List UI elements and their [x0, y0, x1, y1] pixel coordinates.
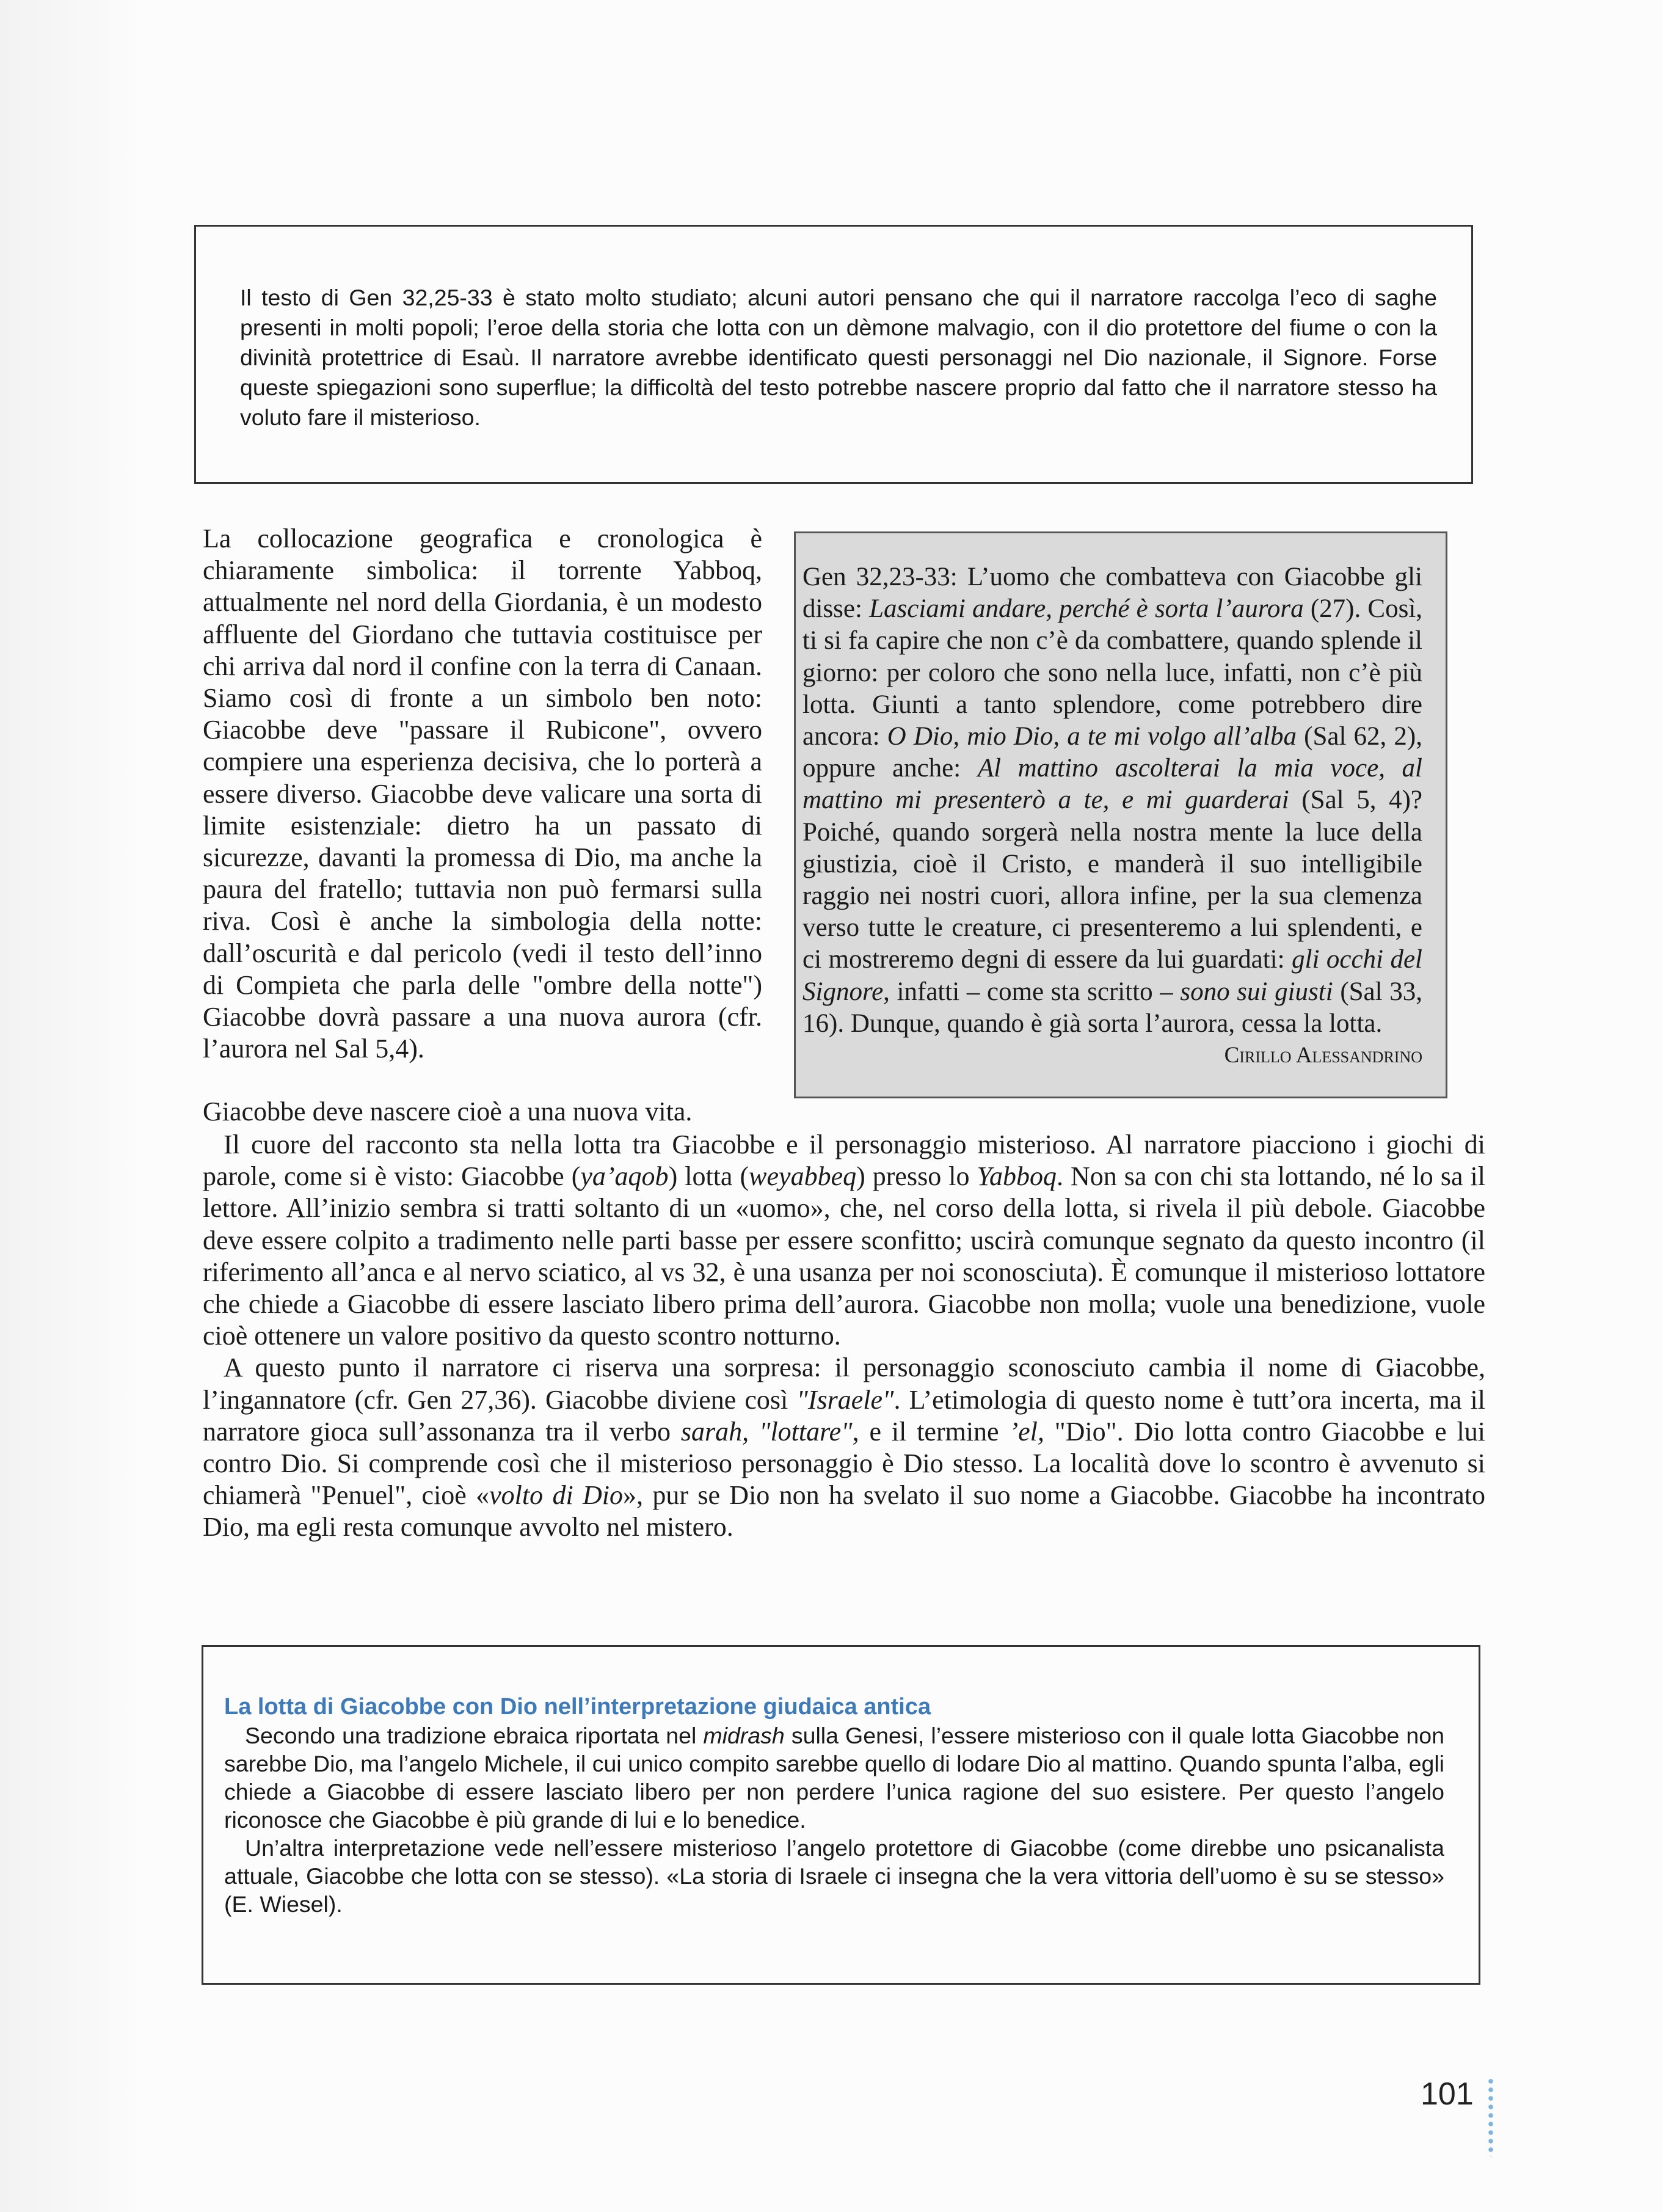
- quote-italic: Lasciami andare, perché è sorta l’aurora: [869, 594, 1304, 624]
- text-segment: sulla Genesi, l’essere misterioso con il quale lotta Giacobbe non sarebbe Dio, ma l’angelo Michele, il cui unico compito sarebbe quello di lodare Dio al mattino. Quando spunta l’alba, egli chiede a Giacobbe di essere lasciato libero per non perdere l’unica ragione del suo esistere. Per questo l’angelo riconosce che Giacobbe è più grande di lui e lo benedice.: [224, 1723, 1444, 1833]
- quote-italic: Al mattino ascolterai la mia voce, al mattino mi presenterò a te, e mi guarderai: [802, 754, 1422, 815]
- page-number: 101: [1421, 2076, 1474, 2112]
- quote-segment: , infatti – come sta scritto –: [883, 977, 1181, 1006]
- italic-term: "Israele": [796, 1384, 894, 1415]
- quote-segment: Gen 32,23-33: L’uomo che combatteva con Giacobbe gli disse:: [802, 563, 1422, 624]
- text-segment: ) presso lo: [856, 1161, 977, 1192]
- lead-line: Giacobbe deve nascere cioè a una nuova vita.: [203, 1097, 693, 1126]
- midrash-paragraph: [224, 1721, 1444, 1834]
- quote-segment: (Sal 5, 4)? Poiché, quando sorgerà nella nostra mente la luce della giustizia, cioè il Cristo, e manderà il suo intelligibile raggio nei nostri cuori, allora infine, per la sua clemenza verso tutte le creature, ci presenteremo a lui splendenti, e ci mostreremo degni di essere da lui guardati:: [802, 786, 1422, 974]
- left-column-text: La collocazione geografica e cronologica è chiaramente simbolica: il torrente Yabboq, attualmente nel nord della Giordania, è un modesto affluente del Giordano che tuttavia costituisce per chi arriva dal nord il confine con la terra di Canaan. Siamo così di fronte a un simbolo ben noto: Giacobbe deve "passare il Rubicone", ovvero compiere una esperienza decisiva, che lo porterà a essere diverso. Giacobbe deve valicare una sorta di limite esistenziale: dietro ha un passato di sicurezze, davanti la promessa di Dio, ma anche la paura del fratello; tuttavia non può fermarsi sulla riva. Così è anche la simbologia della notte: dall’oscurità e dal pericolo (vedi il testo dell’inno di Compieta che parla delle "ombre della notte") Giacobbe dovrà passare a una nuova aurora (cfr. l’aurora nel Sal 5,4).: [203, 524, 762, 1064]
- text-segment: ) lotta (: [668, 1161, 749, 1192]
- quote-text: [802, 561, 1422, 1040]
- paragraph: [203, 1129, 1485, 1352]
- italic-term: Yabboq: [977, 1161, 1057, 1192]
- quote-box: [794, 531, 1447, 1098]
- italic-term: volto di Dio: [489, 1480, 624, 1511]
- quote-segment: (27). Così, ti si fa capire che non c’è da combattere, quando splende il giorno: per coloro che sono nella luce, infatti, non c’è più lotta. Giunti a tanto splendore, come potrebbero dire ancora:: [802, 594, 1423, 751]
- quote-segment: (Sal 33, 16). Dunque, quando è già sorta l’aurora, cessa la lotta.: [802, 977, 1422, 1038]
- intro-box-text: Il testo di Gen 32,25-33 è stato molto studiato; alcuni autori pensano che qui il narratore raccolga l’eco di saghe presenti in molti popoli; l’eroe della storia che lotta con un dèmone malvagio, con il dio protettore del fiume o con la divinità protettrice di Esaù. Il narratore avrebbe identificato questi personaggi nel Dio nazionale, il Signore. Forse queste spiegazioni sono superflue; la difficoltà del testo potrebbe nascere proprio dal fatto che il narratore stesso ha voluto fare il misterioso.: [240, 285, 1437, 430]
- text-segment: », pur se Dio non ha svelato il suo nome a Giacobbe. Giacobbe ha incontrato Dio, ma egli resta comunque avvolto nel mistero.: [203, 1480, 1485, 1542]
- text-segment: A questo punto il narratore ci riserva una sorpresa: il personaggio sconosciuto cambia il nome di Giacobbe, l’ingannatore (cfr. Gen 27,36). Giacobbe diviene così: [203, 1352, 1485, 1415]
- text-segment: Il cuore del racconto sta nella lotta tra Giacobbe e il personaggio misterioso. Al narratore piacciono i giochi di parole, come si è visto: Giacobbe (: [203, 1130, 1485, 1192]
- text-segment: . Non sa con chi sta lottando, né lo sa il lettore. All’inizio sembra si tratti soltanto di un «uomo», che, nel corso della lotta, si rivela il più debole. Giacobbe deve essere colpito a tradimento nelle parti basse per essere sconfitto; uscirà comunque segnato da questo incontro (il riferimento all’anca e al nervo sciatico, al vs 32, è una usanza per noi sconosciuta). È comunque il misterioso lottatore che chiede a Giacobbe di essere lasciato libero prima dell’aurora. Giacobbe non molla; vuole una benedizione, vuole cioè ottenere un valore positivo da questo scontro notturno.: [203, 1161, 1485, 1351]
- text-segment: , e il termine: [852, 1416, 1010, 1447]
- italic-term: ’el,: [1009, 1416, 1044, 1447]
- page-edge-shadow: [0, 0, 147, 2212]
- italic-term: weyabbeq: [749, 1161, 857, 1192]
- midrash-box-title: La lotta di Giacobbe con Dio nell’interpretazione giudaica antica: [224, 1694, 931, 1720]
- quote-italic: O Dio, mio Dio, a te mi volgo all’alba: [887, 722, 1297, 751]
- italic-term: sarah, "lottare": [680, 1416, 853, 1447]
- italic-term: ya’aqob: [580, 1161, 669, 1192]
- italic-term: midrash: [703, 1723, 785, 1748]
- text-segment: Secondo una tradizione ebraica riportata nel: [245, 1723, 704, 1748]
- paragraph: [203, 1352, 1485, 1543]
- text-segment: "Dio". Dio lotta contro Giacobbe e lui contro Dio. Si comprende così che il misterioso personaggio è Dio stesso. La località dove lo scontro è avvenuto si chiamerà "Penuel", cioè «: [203, 1416, 1485, 1511]
- quote-segment: (Sal 62, 2), oppure anche:: [802, 722, 1422, 783]
- intro-box: [194, 225, 1473, 484]
- decorative-dots: [1488, 2077, 1494, 2156]
- quote-italic: sono sui giusti: [1180, 977, 1333, 1006]
- midrash-box: [202, 1645, 1480, 1985]
- main-text: [203, 1129, 1485, 1544]
- midrash-paragraph: Un’altra interpretazione vede nell’essere misterioso l’angelo protettore di Giacobbe (come direbbe uno psicanalista attuale, Giacobbe che lotta con se stesso). «La storia di Israele ci insegna che la vera vittoria dell’uomo è su se stesso» (E. Wiesel).: [224, 1835, 1444, 1917]
- text-segment: . L’etimologia di questo nome è tutt’ora incerta, ma il narratore gioca sull’assonanza tra il verbo: [203, 1384, 1485, 1447]
- quote-author: Cirillo Alessandrino: [1224, 1043, 1422, 1068]
- quote-italic: gli occhi del Signore: [802, 945, 1422, 1006]
